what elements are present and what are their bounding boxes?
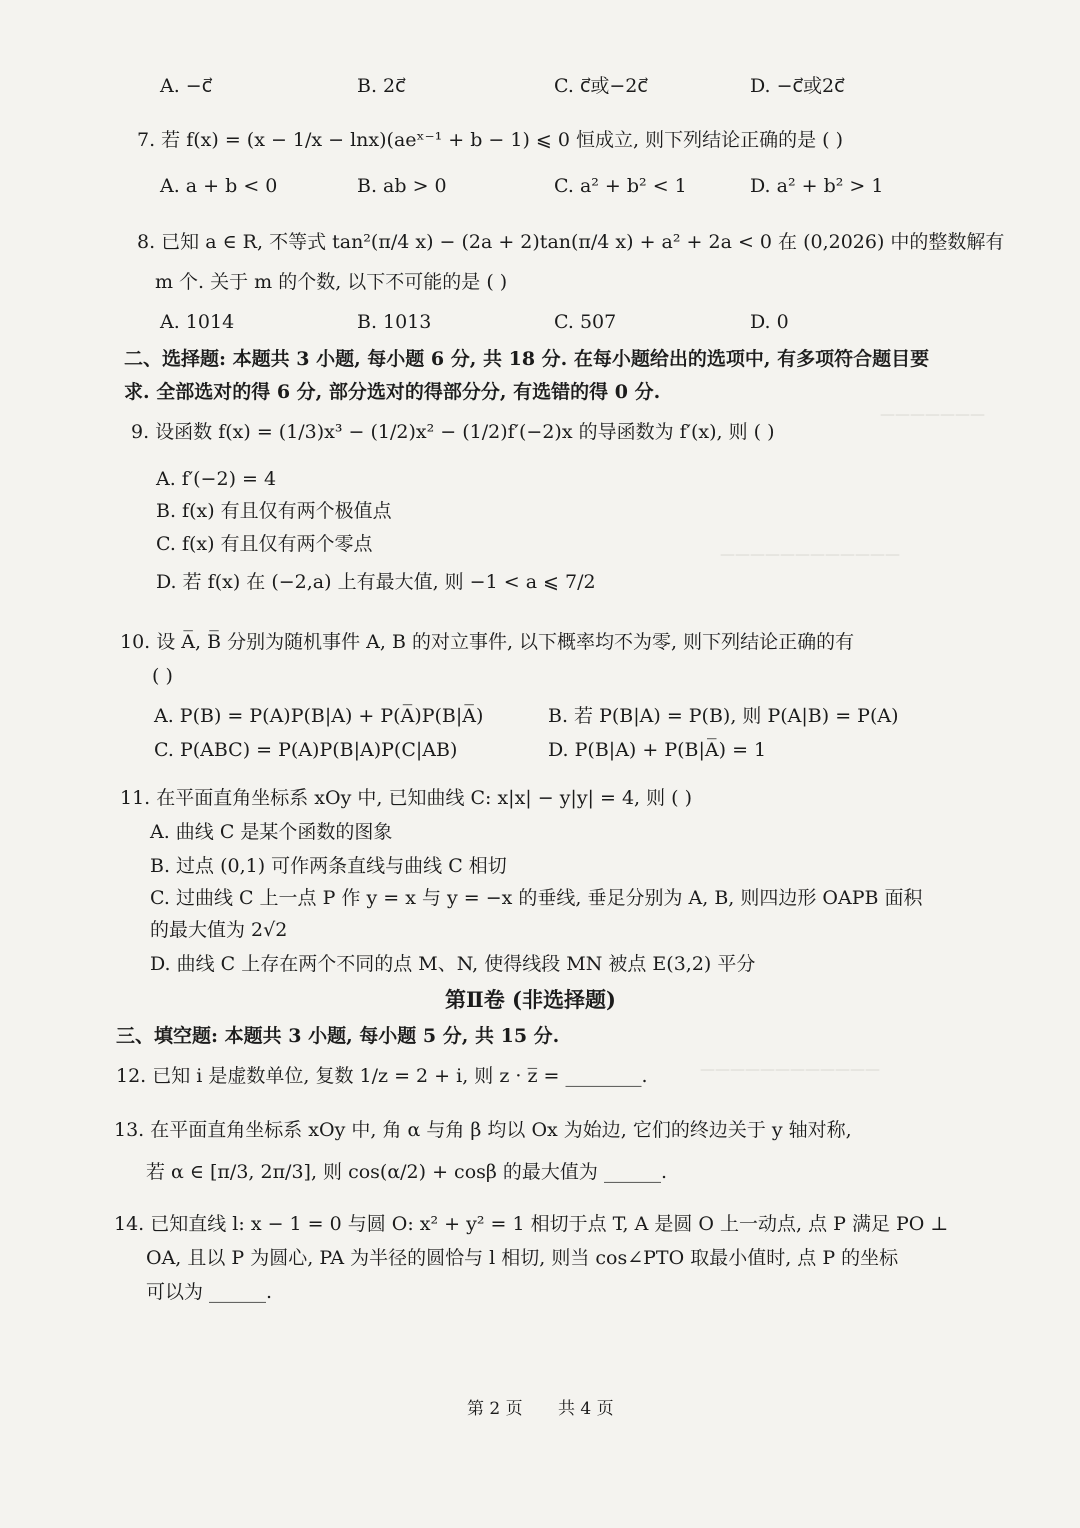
q14-line2: OA, 且以 P 为圆心, PA 为半径的圆恰与 l 相切, 则当 cos∠PTO 取最小值时, 点 P 的坐标 — [146, 1247, 899, 1269]
q10-option-c: C. P(ABC) = P(A)P(B|A)P(C|AB) — [154, 739, 458, 761]
q10-option-a: A. P(B) = P(A)P(B|A) + P(A̅)P(B|A̅) — [154, 705, 484, 727]
q9-option-c: C. f(x) 有且仅有两个零点 — [156, 533, 373, 555]
bleed-through-text: ——————— — [880, 405, 985, 423]
q8-options — [160, 308, 789, 336]
q11-option-a: A. 曲线 C 是某个函数的图象 — [150, 821, 393, 843]
page-number: 第 2 页 — [467, 1399, 523, 1419]
q7-stem: 7. 若 f(x) = (x − 1/x − lnx)(aeˣ⁻¹ + b − 1) ⩽ 0 恒成立, 则下列结论正确的是 ( ) — [137, 129, 844, 151]
q9-option-d: D. 若 f(x) 在 (−2,a) 上有最大值, 则 −1 < a ⩽ 7/2 — [156, 571, 596, 593]
q10-stem-line1: 10. 设 A̅, B̅ 分别为随机事件 A, B 的对立事件, 以下概率均不为零, 则下列结论正确的有 — [120, 631, 855, 653]
q6-option-c: C. c⃗或−2c⃗ — [554, 75, 648, 97]
q8-option-b: B. 1013 — [357, 311, 432, 333]
q9-option-b: B. f(x) 有且仅有两个极值点 — [156, 500, 392, 522]
q10-stem-line2: ( ) — [152, 665, 173, 687]
q6-option-b: B. 2c⃗ — [357, 75, 406, 97]
q7-option-d: D. a² + b² > 1 — [750, 175, 884, 197]
q13-line2: 若 α ∈ [π/3, 2π/3], 则 cos(α/2) + cosβ 的最大值为 ______. — [146, 1161, 667, 1183]
section2-heading-line2: 求. 全部选对的得 6 分, 部分选对的得部分分, 有选错的得 0 分. — [124, 381, 661, 403]
q13-line1: 13. 在平面直角坐标系 xOy 中, 角 α 与角 β 均以 Ox 为始边, 它们的终边关于 y 轴对称, — [114, 1119, 852, 1141]
q11-option-c-line2: 的最大值为 2√2 — [150, 919, 288, 941]
q9-option-a: A. f′(−2) = 4 — [156, 468, 277, 490]
q6-option-d: D. −c⃗或2c⃗ — [750, 75, 845, 97]
section2-heading-line1: 二、选择题: 本题共 3 小题, 每小题 6 分, 共 18 分. 在每小题给出的选项中, 有多项符合题目要 — [124, 348, 930, 370]
q6-options — [160, 72, 845, 100]
q12-stem: 12. 已知 i 是虚数单位, 复数 1/z = 2 + i, 则 z · z̅ = ________. — [116, 1065, 648, 1087]
bleed-through-text: ———————————— — [700, 1060, 880, 1078]
q8-option-c: C. 507 — [554, 311, 617, 333]
q7-option-c: C. a² + b² < 1 — [554, 175, 687, 197]
q7-option-a: A. a + b < 0 — [160, 175, 278, 197]
q8-stem-line2: m 个. 关于 m 的个数, 以下不可能的是 ( ) — [155, 271, 508, 293]
q14-line1: 14. 已知直线 l: x − 1 = 0 与圆 O: x² + y² = 1 相切于点 T, A 是圆 O 上一动点, 点 P 满足 PO ⊥ — [114, 1213, 949, 1235]
q10-option-b: B. 若 P(B|A) = P(B), 则 P(A|B) = P(A) — [548, 705, 899, 727]
q6-option-a: A. −c⃗ — [160, 75, 213, 97]
section3-heading: 三、填空题: 本题共 3 小题, 每小题 5 分, 共 15 分. — [116, 1025, 560, 1047]
q11-option-d: D. 曲线 C 上存在两个不同的点 M、N, 使得线段 MN 被点 E(3,2) 平分 — [150, 953, 756, 975]
q7-options — [160, 172, 883, 200]
page-total: 共 4 页 — [558, 1399, 614, 1419]
q8-option-a: A. 1014 — [160, 311, 235, 333]
part2-title: 第Ⅱ卷 (非选择题) — [445, 987, 616, 1012]
q11-option-b: B. 过点 (0,1) 可作两条直线与曲线 C 相切 — [150, 855, 507, 877]
q11-option-c-line1: C. 过曲线 C 上一点 P 作 y = x 与 y = −x 的垂线, 垂足分别为 A, B, 则四边形 OAPB 面积 — [150, 887, 923, 909]
q14-line3: 可以为 ______. — [146, 1281, 273, 1303]
q10-option-d: D. P(B|A) + P(B|A̅) = 1 — [548, 739, 767, 761]
q9-stem: 9. 设函数 f(x) = (1/3)x³ − (1/2)x² − (1/2)f′(−2)x 的导函数为 f′(x), 则 ( ) — [131, 421, 775, 443]
q11-stem: 11. 在平面直角坐标系 xOy 中, 已知曲线 C: x|x| − y|y| = 4, 则 ( ) — [120, 787, 693, 809]
q8-option-d: D. 0 — [750, 311, 789, 333]
q8-stem-line1: 8. 已知 a ∈ R, 不等式 tan²(π/4 x) − (2a + 2)tan(π/4 x) + a² + 2a < 0 在 (0,2026) 中的整数解有 — [137, 231, 1005, 253]
q7-option-b: B. ab > 0 — [357, 175, 447, 197]
bleed-through-text: ———————————— — [720, 545, 900, 563]
